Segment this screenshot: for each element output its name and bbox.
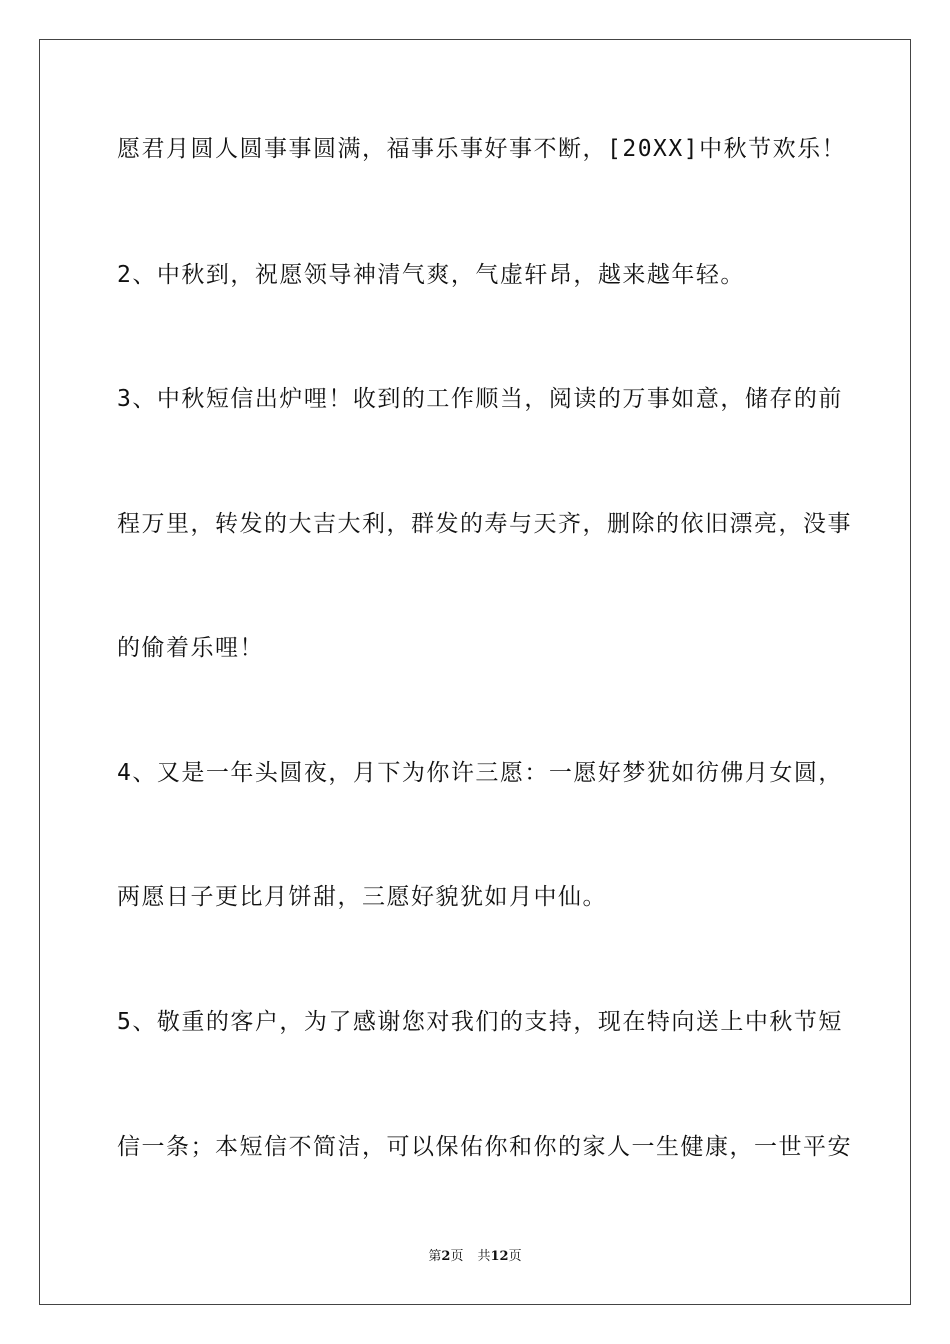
text-line-2: 2、中秋到，祝愿领导神清气爽，气虚轩昂，越来越年轻。 <box>117 262 745 288</box>
text-line-6: 4、又是一年头圆夜，月下为你许三愿：一愿好梦犹如彷佛月女圆， <box>117 760 843 786</box>
text-line-1: 愿君月圆人圆事事圆满，福事乐事好事不断，[20XX]中秋节欢乐！ <box>117 136 847 162</box>
text-line-9: 信一条；本短信不简洁，可以保佑你和你的家人一生健康，一世平安 <box>117 1134 852 1160</box>
footer-total-prefix: 共 <box>477 1249 491 1264</box>
footer-page-number: 2 <box>441 1249 451 1264</box>
page-footer <box>0 1248 950 1266</box>
text-line-8: 5、敬重的客户，为了感谢您对我们的支持，现在特向送上中秋节短 <box>117 1009 843 1035</box>
text-line-4: 程万里，转发的大吉大利，群发的寿与天齐，删除的依旧漂亮，没事 <box>117 511 852 537</box>
footer-page-suffix: 页 <box>450 1249 464 1264</box>
text-line-7: 两愿日子更比月饼甜，三愿好貌犹如月中仙。 <box>117 884 607 910</box>
footer-page-prefix: 第 <box>428 1249 442 1264</box>
text-line-5: 的偷着乐哩！ <box>117 635 264 661</box>
page-border <box>39 39 911 1305</box>
footer-total-number: 12 <box>490 1249 509 1264</box>
text-line-3: 3、中秋短信出炉哩！收到的工作顺当，阅读的万事如意，储存的前 <box>117 386 843 412</box>
footer-total-suffix: 页 <box>508 1249 522 1264</box>
